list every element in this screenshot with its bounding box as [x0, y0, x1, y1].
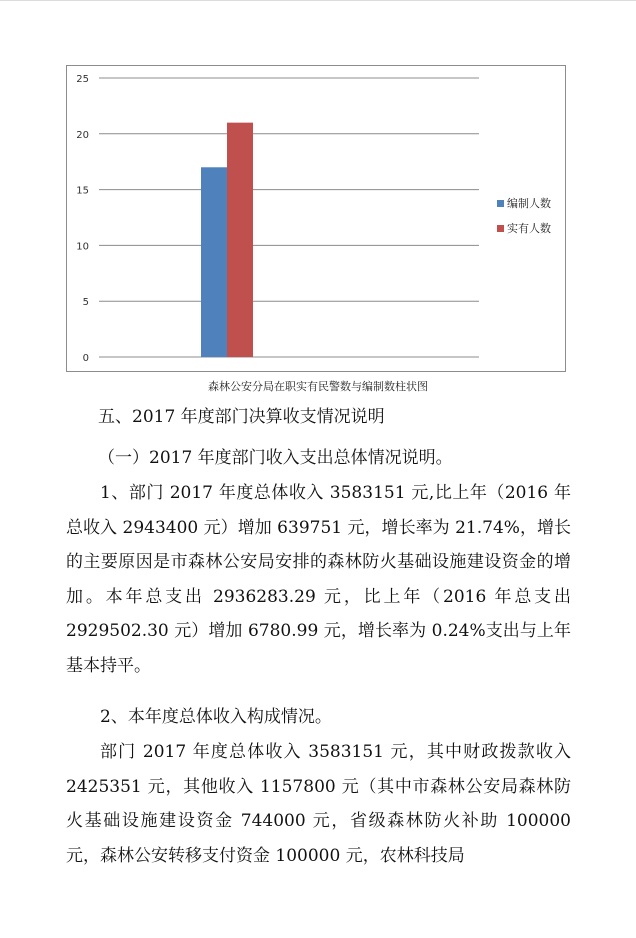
y-tick-label-3: 15	[76, 185, 89, 197]
bar-chart	[66, 65, 566, 372]
subsection-heading-1: （一）2017 年度部门收入支出总体情况说明。	[98, 448, 453, 468]
bar-chart-canvas	[67, 66, 567, 373]
y-tick-label-0: 0	[82, 353, 89, 364]
legend-swatch-1	[497, 225, 504, 232]
section-heading-5: 五、2017 年度部门决算收支情况说明	[98, 407, 385, 427]
page-top-rule	[0, 0, 636, 1]
chart-caption: 森林公安分局在职实有民警数与编制数柱状图	[208, 380, 428, 393]
y-tick-label-2: 10	[76, 241, 89, 253]
paragraph-total-income-expense: 1、部门 2017 年度总体收入 3583151 元,比上年（2016 年总收入 2943400 元）增加 639751 元，增长率为 21.74%，增长的主要原因是市森林公安局安排的森林防火基础设施建设资金的增加。本年总支出 2936283.29 元，比上年（2016 年总支出 2929502.30 元）增加 6780.99 元，增长率为 0.24%支出与上年基本持平。	[66, 483, 571, 676]
y-tick-label-1: 5	[82, 297, 89, 309]
legend-label-0: 编制人数	[507, 197, 551, 210]
bar-1	[227, 123, 253, 357]
legend-swatch-0	[497, 200, 504, 207]
paragraph-income-composition: 部门 2017 年度总体收入 3583151 元，其中财政拨款收入 2425351 元，其他收入 1157800 元（其中市森林公安局森林防火基础设施建设资金 744000 元，省级森林防火补助 100000 元，森林公安转移支付资金 100000 元，农林科技局	[66, 742, 571, 866]
y-tick-label-5: 25	[76, 74, 89, 85]
paragraph-income-composition-title: 2、本年度总体收入构成情况。	[100, 707, 332, 727]
bar-0	[201, 167, 227, 357]
legend-label-1: 实有人数	[507, 222, 551, 235]
y-tick-label-4: 20	[76, 129, 89, 141]
